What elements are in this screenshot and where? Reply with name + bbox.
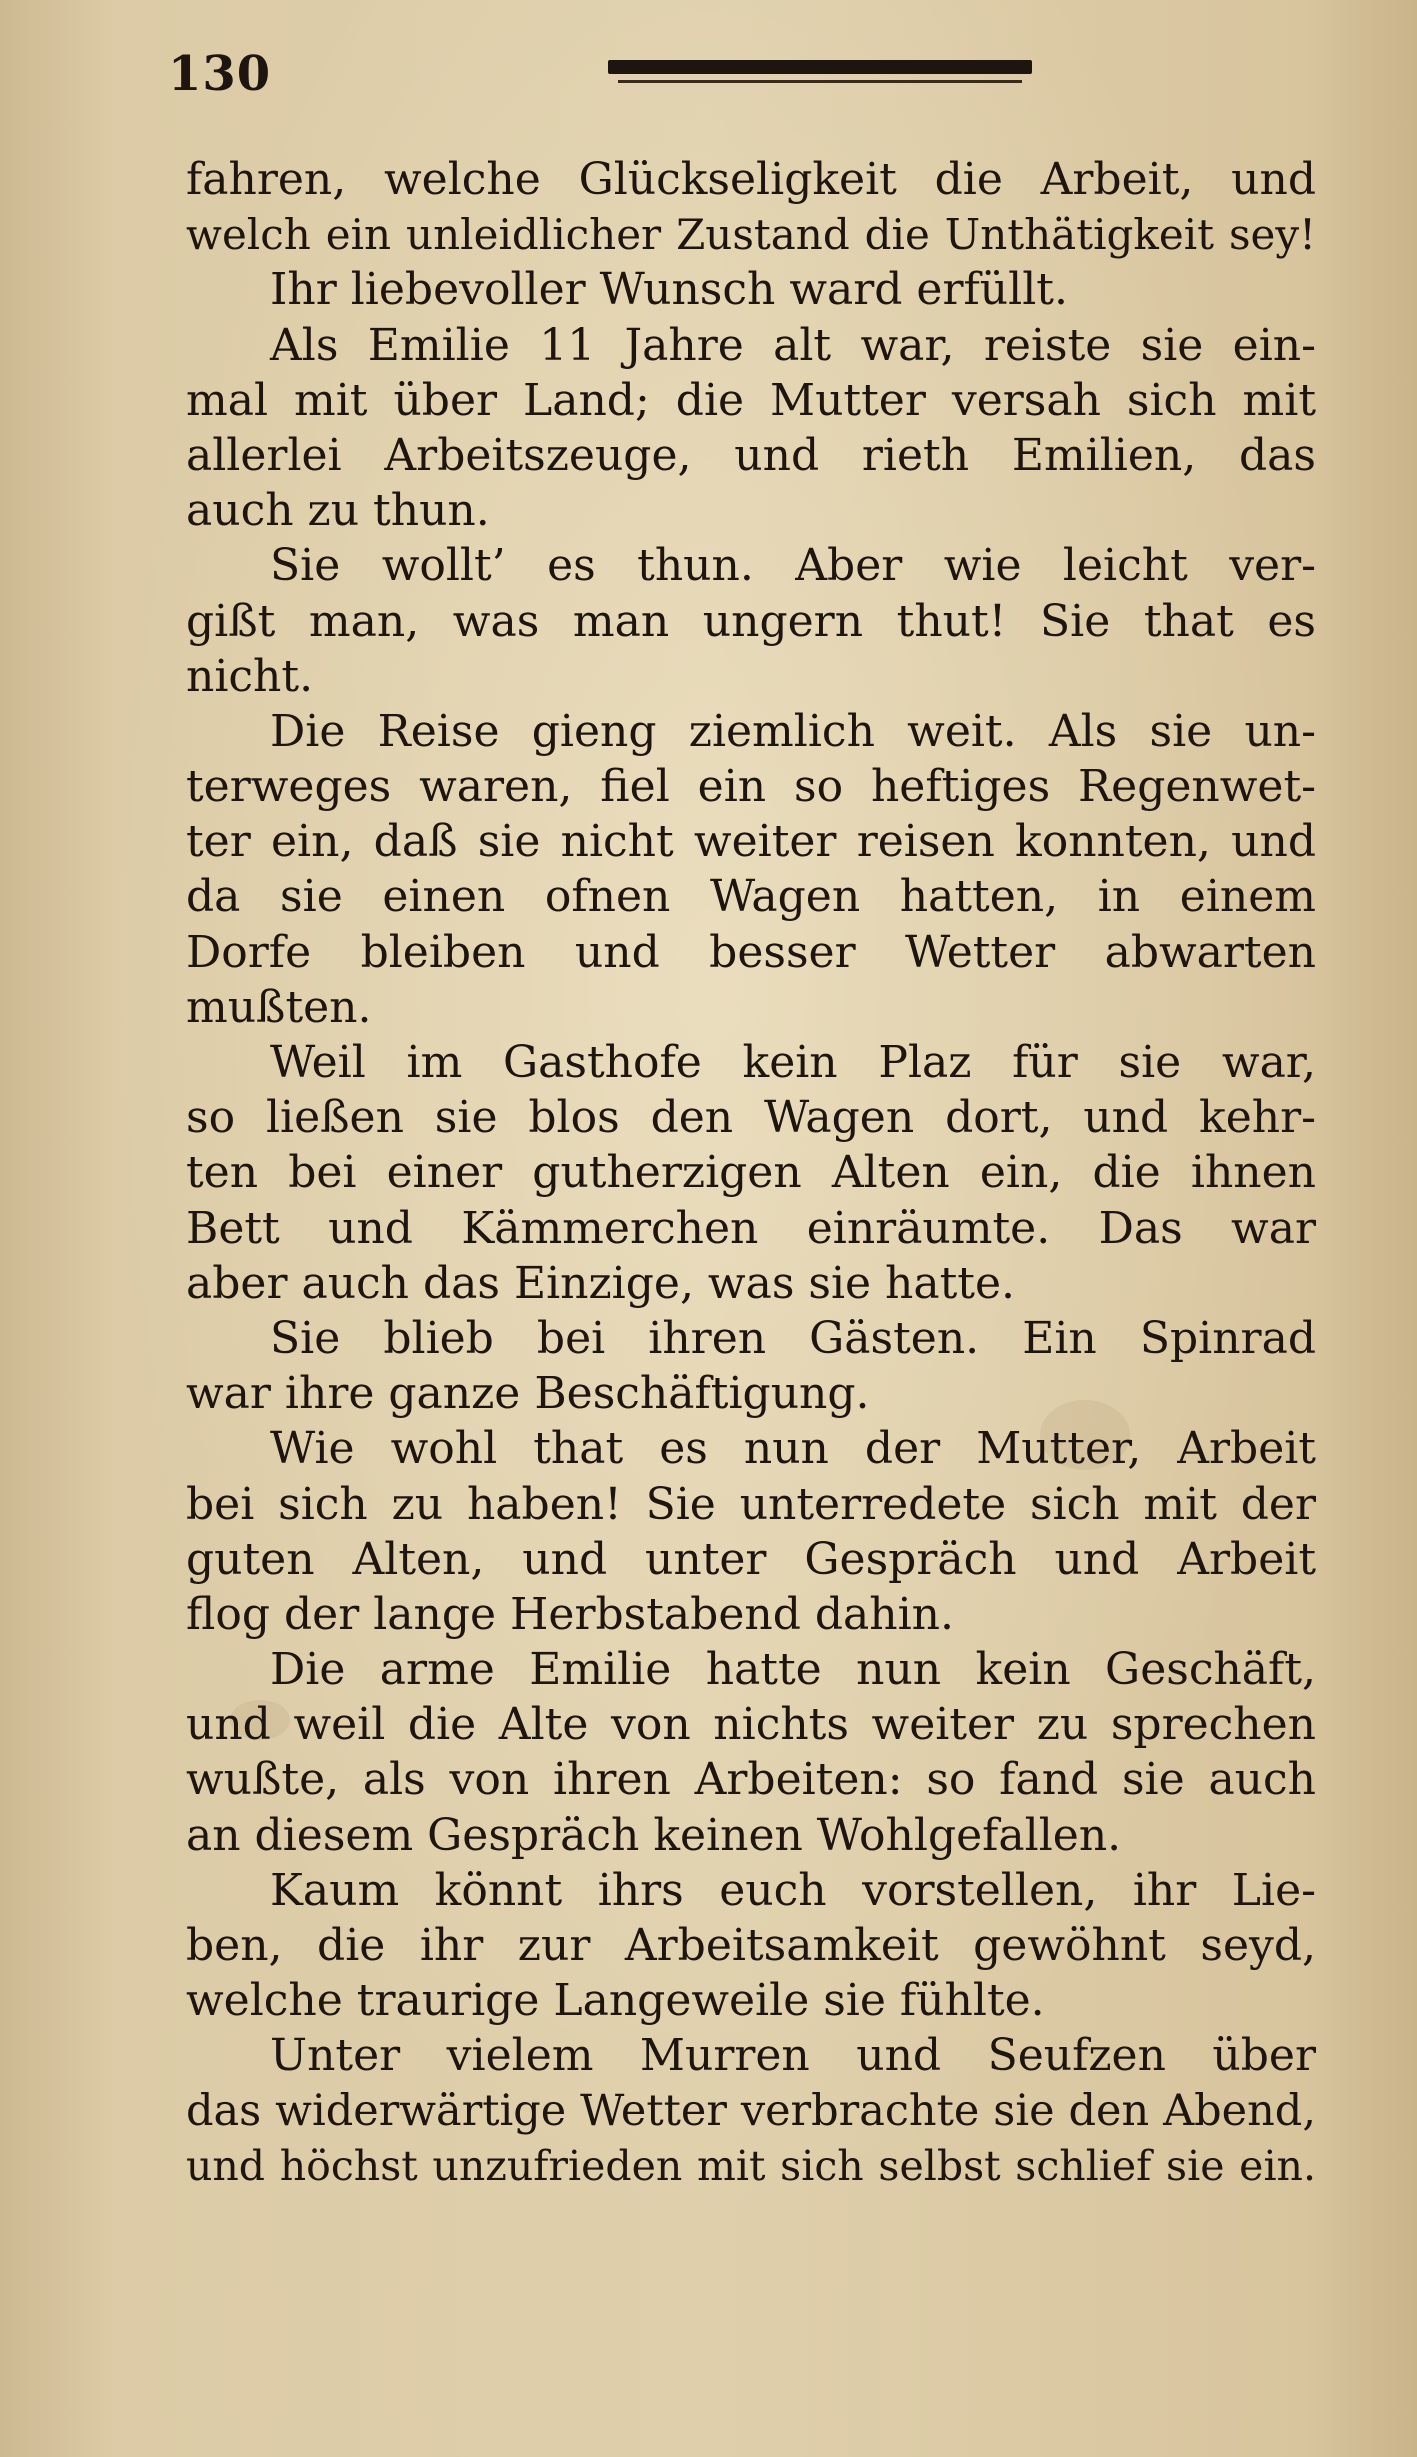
text-line: Kaum könnt ihrs euch vorstellen, ihr Lie-	[270, 1864, 1316, 1916]
text-line: Wie wohl that es nun der Mutter, Arbeit	[270, 1423, 1316, 1475]
text-line: Die Reise gieng ziemlich weit. Als sie un-	[270, 705, 1316, 757]
text-line: Die arme Emilie hatte nun kein Geschäft,	[270, 1644, 1316, 1696]
text-line: Sie blieb bei ihren Gästen. Ein Spinrad	[270, 1312, 1316, 1364]
text-line: aber auch das Einzige, was sie hatte.	[186, 1257, 1016, 1309]
text-line: da sie einen ofnen Wagen hatten, in einem	[186, 871, 1316, 923]
text-line: Bett und Kämmerchen einräumte. Das war	[186, 1202, 1316, 1254]
text-line: auch zu thun.	[186, 485, 490, 537]
text-line: und höchst unzufrieden mit sich selbst schlief sie ein.	[186, 2141, 1316, 2190]
text-line: Ihr liebevoller Wunsch ward erfüllt.	[270, 264, 1068, 316]
text-line: gißt man, was man ungern thut! Sie that es	[186, 595, 1316, 647]
text-line: guten Alten, und unter Gespräch und Arbeit	[186, 1533, 1316, 1585]
text-line: so ließen sie blos den Wagen dort, und kehr-	[186, 1092, 1316, 1144]
text-line: und weil die Alte von nichts weiter zu sprechen	[186, 1699, 1316, 1751]
text-line: flog der lange Herbstabend dahin.	[186, 1588, 954, 1640]
text-line: ter ein, daß sie nicht weiter reisen konnten, und	[186, 816, 1316, 868]
page-header	[168, 46, 888, 116]
text-line: bei sich zu haben! Sie unterredete sich mit der	[186, 1478, 1316, 1530]
text-line: ben, die ihr zur Arbeitsamkeit gewöhnt seyd,	[186, 1920, 1316, 1971]
text-line: allerlei Arbeitszeuge, und rieth Emilien, das	[186, 429, 1316, 481]
text-line: ten bei einer gutherzigen Alten ein, die ihnen	[186, 1147, 1316, 1199]
text-line: Unter vielem Murren und Seufzen über	[270, 2030, 1316, 2082]
text-line: mußten.	[186, 981, 372, 1033]
text-line: fahren, welche Glückseligkeit die Arbeit, und	[186, 154, 1316, 205]
text-line: Sie wollt’ es thun. Aber wie leicht ver-	[270, 540, 1316, 592]
text-line: nicht.	[186, 650, 314, 702]
page-number: 130	[168, 46, 272, 102]
text-line: Dorfe bleiben und besser Wetter abwarten	[186, 926, 1316, 978]
text-line: welche traurige Langeweile sie fühlte.	[186, 1975, 1045, 2027]
text-line: Weil im Gasthofe kein Plaz für sie war,	[270, 1037, 1316, 1088]
text-line: wußte, als von ihren Arbeiten: so fand sie auch	[186, 1754, 1316, 1806]
text-line: das widerwärtige Wetter verbrachte sie den Abend,	[186, 2085, 1316, 2136]
text-line: war ihre ganze Beschäftigung.	[186, 1368, 870, 1420]
header-ornament-rule	[608, 60, 1032, 74]
text-line: an diesem Gespräch keinen Wohlgefallen.	[186, 1809, 1122, 1861]
text-line: welch ein unleidlicher Zustand die Unthätigkeit sey!	[186, 210, 1316, 260]
text-line: Als Emilie 11 Jahre alt war, reiste sie ein-	[270, 319, 1316, 371]
text-line: mal mit über Land; die Mutter versah sich mit	[186, 374, 1316, 426]
body-text	[186, 152, 1316, 2194]
text-line: terweges waren, fiel ein so heftiges Regenwet-	[186, 761, 1316, 813]
